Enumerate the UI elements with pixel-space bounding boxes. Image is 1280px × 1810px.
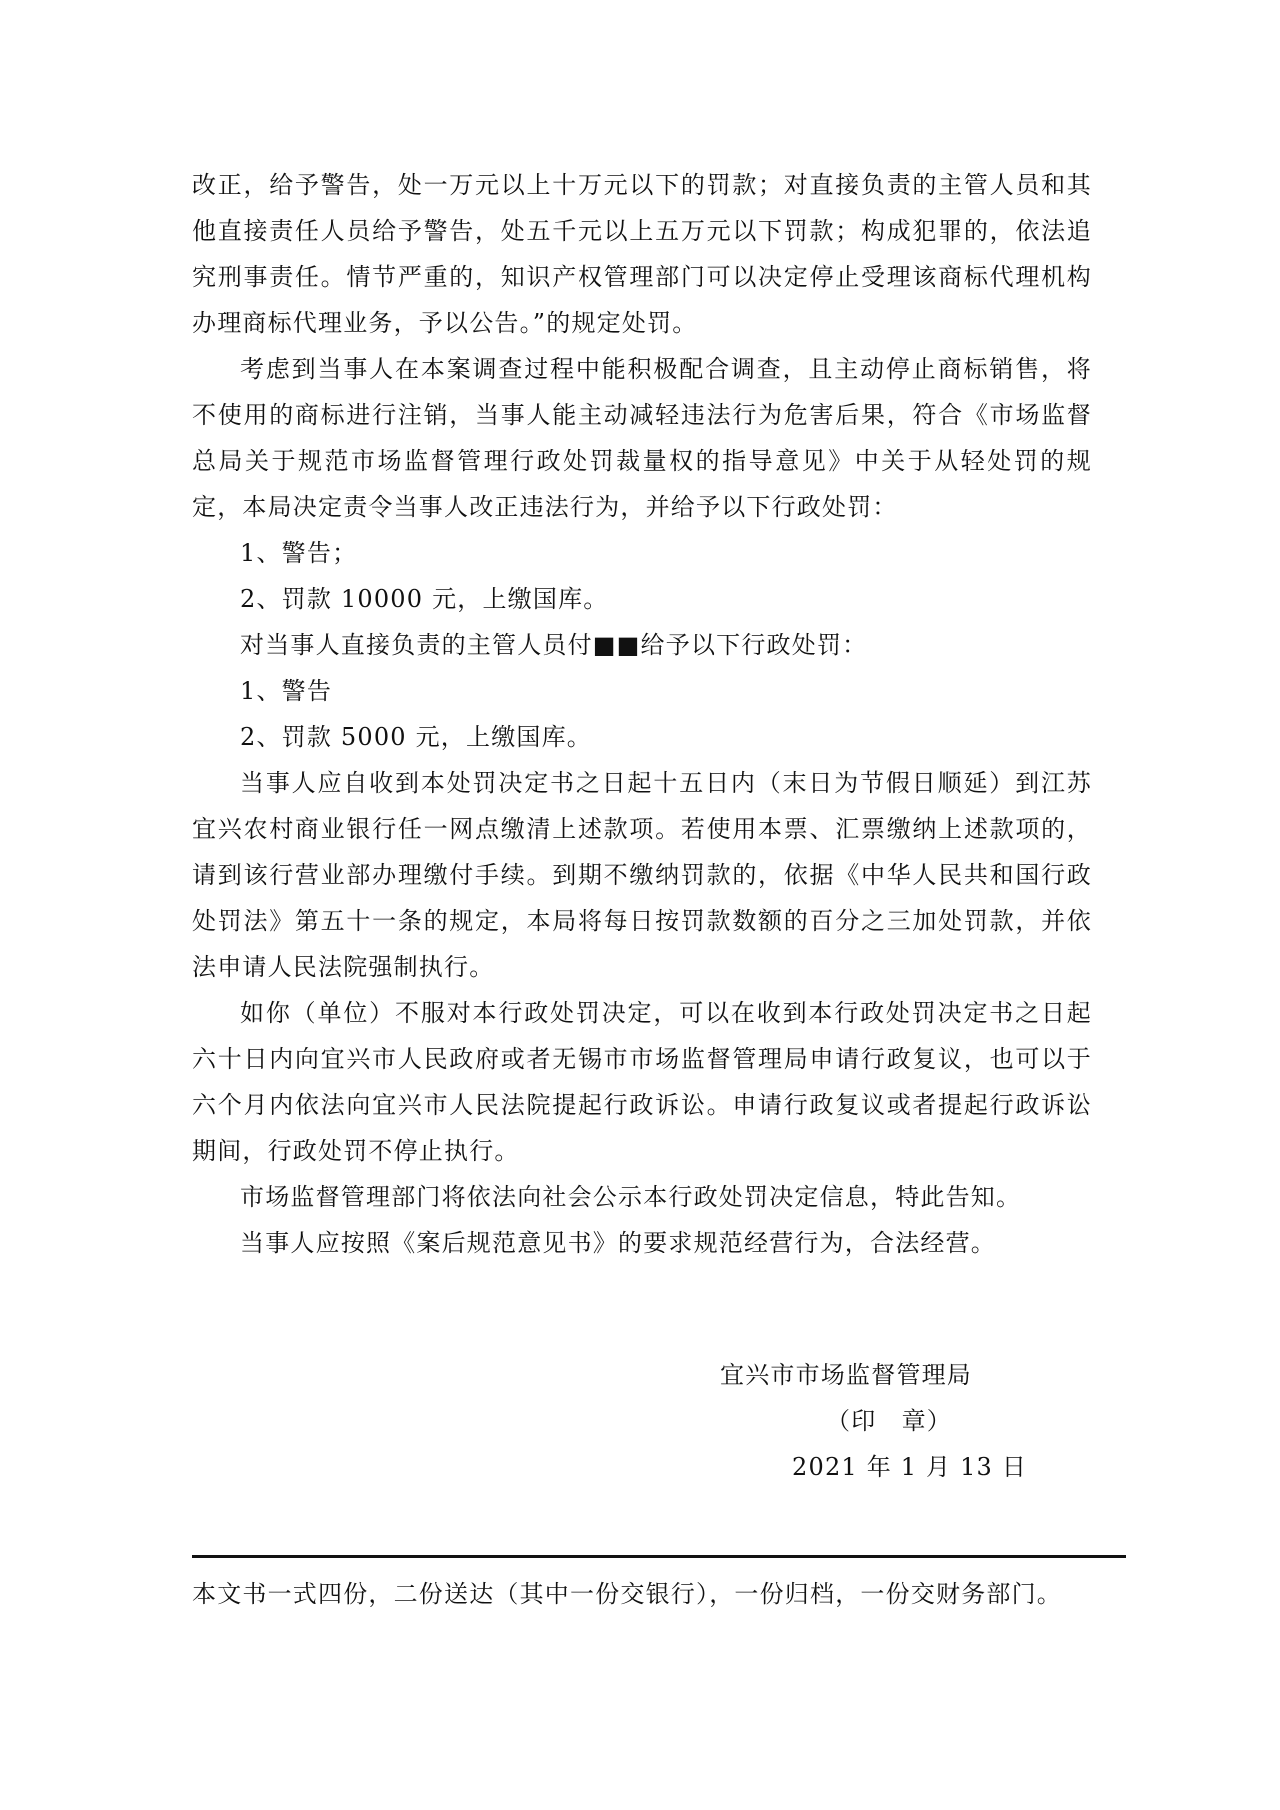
signature-block — [720, 1352, 1028, 1490]
penalty-item-warning: 1、警告； — [240, 539, 358, 567]
supervisor-item-warning: 1、警告 — [240, 677, 333, 705]
paragraph-payment-instructions: 当事人应自收到本处罚决定书之日起十五日内（末日为节假日顺延）到江苏宜兴农村商业银行任一网点缴清上述款项。若使用本票、汇票缴纳上述款项的，请到该行营业部办理缴付手续。到期不缴纳罚款的，依据《中华人民共和国行政处罚法》第五十一条的规定，本局将每日按罚款数额的百分之三加处罚款，并依法申请人民法院强制执行。 — [192, 769, 1092, 981]
supervisor-item-fine: 2、罚款 5000 元，上缴国库。 — [240, 723, 593, 751]
penalty-item-fine: 2、罚款 10000 元，上缴国库。 — [240, 585, 609, 613]
paragraph-appeal-rights: 如你（单位）不服对本行政处罚决定，可以在收到本行政处罚决定书之日起六十日内向宜兴市人民政府或者无锡市市场监督管理局申请行政复议，也可以于六个月内依法向宜兴市人民法院提起行政诉讼。申请行政复议或者提起行政诉讼期间，行政处罚不停止执行。 — [192, 999, 1092, 1165]
footer-divider — [192, 1555, 1126, 1558]
footer-note: 本文书一式四份，二份送达（其中一份交银行），一份归档，一份交财务部门。 — [192, 1580, 1062, 1608]
issuing-organization: 宜兴市市场监督管理局 — [720, 1361, 972, 1389]
paragraph-supervisor-penalty: 对当事人直接负责的主管人员付■■给予以下行政处罚： — [240, 631, 868, 659]
seal-placeholder: （印 章） — [826, 1407, 952, 1435]
paragraph-mitigation: 考虑到当事人在本案调查过程中能积极配合调查，且主动停止商标销售，将不使用的商标进行注销，当事人能主动减轻违法行为危害后果，符合《市场监督总局关于规范市场监督管理行政处罚裁量权的指导意见》中关于从轻处罚的规定，本局决定责令当事人改正违法行为，并给予以下行政处罚： — [192, 355, 1092, 521]
issue-date: 2021 年 1 月 13 日 — [792, 1453, 1028, 1481]
document-body — [192, 162, 1092, 1266]
paragraph-compliance: 当事人应按照《案后规范意见书》的要求规范经营行为，合法经营。 — [240, 1229, 996, 1257]
paragraph-public-notice: 市场监督管理部门将依法向社会公示本行政处罚决定信息，特此告知。 — [240, 1183, 1022, 1211]
paragraph-penalty-clause: 改正，给予警告，处一万元以上十万元以下的罚款；对直接负责的主管人员和其他直接责任人员给予警告，处五千元以上五万元以下罚款；构成犯罪的，依法追究刑事责任。情节严重的，知识产权管理部门可以决定停止受理该商标代理机构办理商标代理业务，予以公告。”的规定处罚。 — [192, 171, 1092, 337]
